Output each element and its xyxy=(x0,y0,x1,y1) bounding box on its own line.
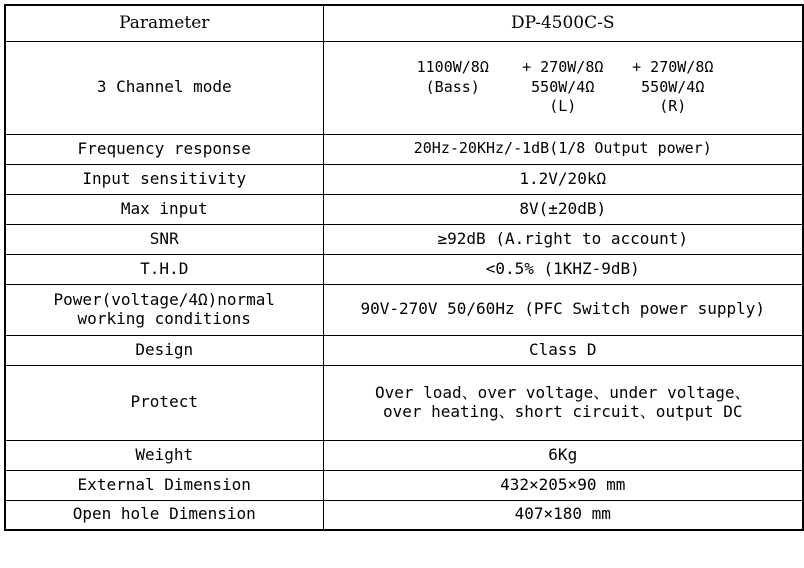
channel-left-power-4ohm: 550W/4Ω xyxy=(531,77,595,96)
header-model xyxy=(323,5,803,41)
table-row xyxy=(5,194,803,224)
row-value: 20Hz-20KHz/-1dB(1/8 Output power) xyxy=(323,134,803,164)
row-label: T.H.D xyxy=(5,254,323,284)
table-row-channel-mode xyxy=(5,41,803,134)
channel-left-power-8ohm: + 270W/8Ω xyxy=(522,57,604,76)
row-value: 407×180 mm xyxy=(323,500,803,530)
power-label-line-2: working conditions xyxy=(77,308,251,328)
table-row-open-hole-dimension xyxy=(5,500,803,530)
table-header-row xyxy=(5,5,803,41)
table-row xyxy=(5,224,803,254)
table-row-power xyxy=(5,284,803,335)
row-value: 6Kg xyxy=(323,440,803,470)
channel-right-label: (R) xyxy=(659,97,687,116)
table-row xyxy=(5,134,803,164)
protect-value-line-2: over heating、short circuit、output DC xyxy=(382,401,743,421)
channel-bass-label: (Bass) xyxy=(425,77,480,96)
cell-channel-mode-label: 3 Channel mode xyxy=(5,41,323,134)
header-model-label: DP-4500C-S xyxy=(510,13,615,34)
table-row xyxy=(5,164,803,194)
row-label: Open hole Dimension xyxy=(5,500,323,530)
cell-power-value: 90V-270V 50/60Hz (PFC Switch power supply) xyxy=(323,284,803,335)
row-label: Max input xyxy=(5,194,323,224)
power-label-line-1: Power(voltage/4Ω)normal xyxy=(53,289,276,309)
table-row-design xyxy=(5,335,803,365)
row-value: 1.2V/20kΩ xyxy=(323,164,803,194)
row-label: Weight xyxy=(5,440,323,470)
row-value: <0.5% (1KHZ-9dB) xyxy=(323,254,803,284)
channel-mode-grid xyxy=(326,59,801,116)
row-label: Input sensitivity xyxy=(5,164,323,194)
channel-bass-power: 1100W/8Ω xyxy=(416,57,489,76)
row-value: 8V(±20dB) xyxy=(323,194,803,224)
cell-power-label xyxy=(5,284,323,335)
cell-channel-mode-value xyxy=(323,41,803,134)
channel-right-power-8ohm: + 270W/8Ω xyxy=(632,57,714,76)
cell-design-value: Class D xyxy=(323,335,803,365)
cell-protect-value xyxy=(323,365,803,440)
cell-design-label: Design xyxy=(5,335,323,365)
table-row-external-dimension xyxy=(5,470,803,500)
header-parameter-label: Parameter xyxy=(119,13,210,34)
protect-value-line-1: Over load、over voltage、under voltage、 xyxy=(374,382,751,402)
table-row-weight xyxy=(5,440,803,470)
table-row xyxy=(5,254,803,284)
channel-right-power-4ohm: 550W/4Ω xyxy=(641,77,705,96)
spec-table xyxy=(4,4,804,531)
row-label: External Dimension xyxy=(5,470,323,500)
channel-empty-cell xyxy=(398,98,508,116)
table-row-protect xyxy=(5,365,803,440)
cell-protect-label: Protect xyxy=(5,365,323,440)
row-value: ≥92dB (A.right to account) xyxy=(323,224,803,254)
row-label: Frequency response xyxy=(5,134,323,164)
channel-left-label: (L) xyxy=(549,97,577,116)
row-label: SNR xyxy=(5,224,323,254)
row-value: 432×205×90 mm xyxy=(323,470,803,500)
header-parameter xyxy=(5,5,323,41)
